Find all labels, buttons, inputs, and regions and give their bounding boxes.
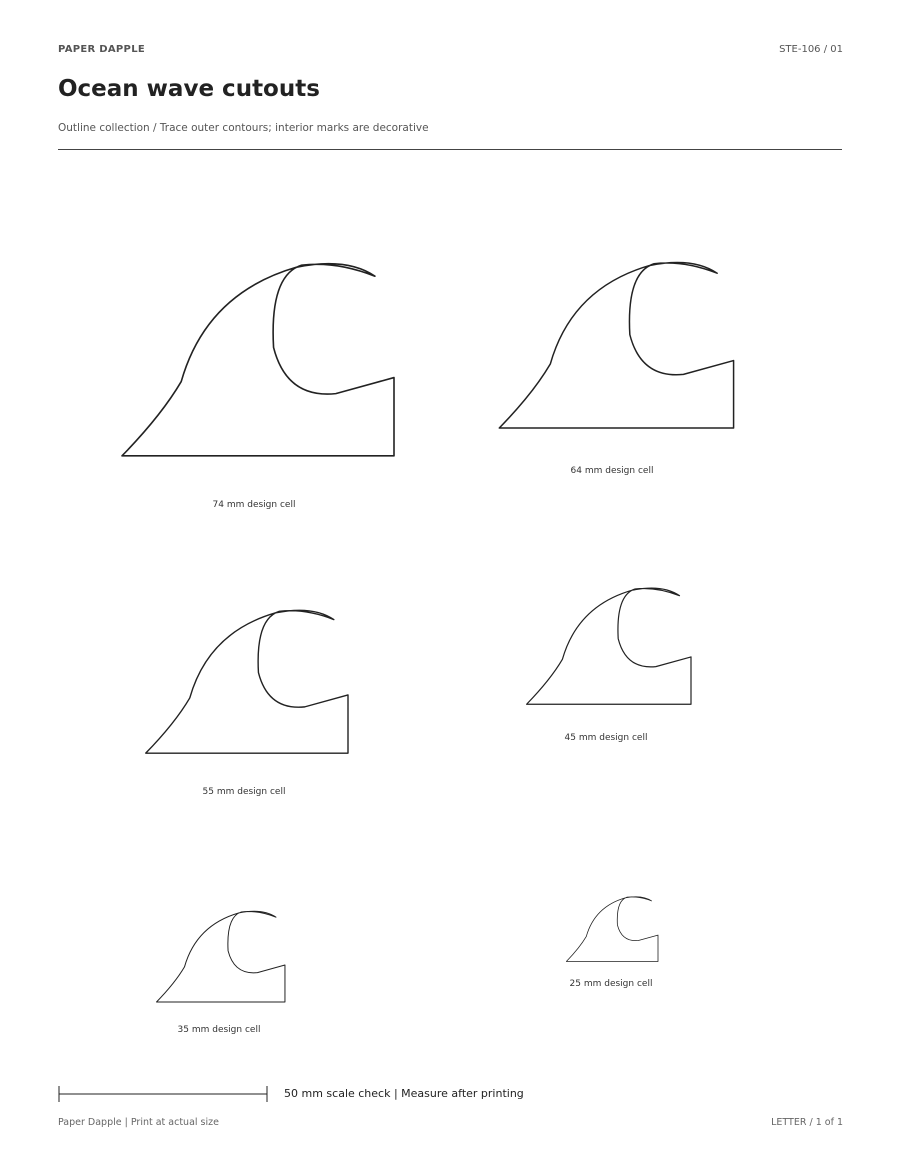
wave-outline-55mm bbox=[145, 609, 348, 754]
page-indicator: LETTER / 1 of 1 bbox=[771, 1117, 843, 1128]
cell-caption: 45 mm design cell bbox=[564, 733, 648, 743]
header-divider bbox=[58, 149, 842, 150]
sheet-code: STE-106 / 01 bbox=[779, 44, 843, 55]
cell-caption: 64 mm design cell bbox=[570, 466, 654, 476]
footer-note: Paper Dapple | Print at actual size bbox=[58, 1117, 219, 1128]
cell-caption: 55 mm design cell bbox=[202, 787, 286, 797]
scale-bar bbox=[58, 1084, 270, 1104]
wave-outline-35mm bbox=[156, 911, 285, 1002]
wave-outline-25mm bbox=[566, 896, 658, 962]
cell-caption: 35 mm design cell bbox=[177, 1025, 261, 1035]
wave-outline-74mm bbox=[121, 263, 394, 456]
page-subtitle: Outline collection / Trace outer contours; interior marks are decorative bbox=[58, 122, 429, 134]
page-title: Ocean wave cutouts bbox=[58, 76, 320, 102]
cell-caption: 74 mm design cell bbox=[212, 500, 296, 510]
wave-outline-45mm bbox=[526, 587, 691, 705]
wave-outline-64mm bbox=[498, 262, 734, 428]
scale-check-label: 50 mm scale check | Measure after printing bbox=[284, 1087, 524, 1100]
cell-caption: 25 mm design cell bbox=[569, 979, 653, 989]
brand-name: PAPER DAPPLE bbox=[58, 44, 145, 55]
